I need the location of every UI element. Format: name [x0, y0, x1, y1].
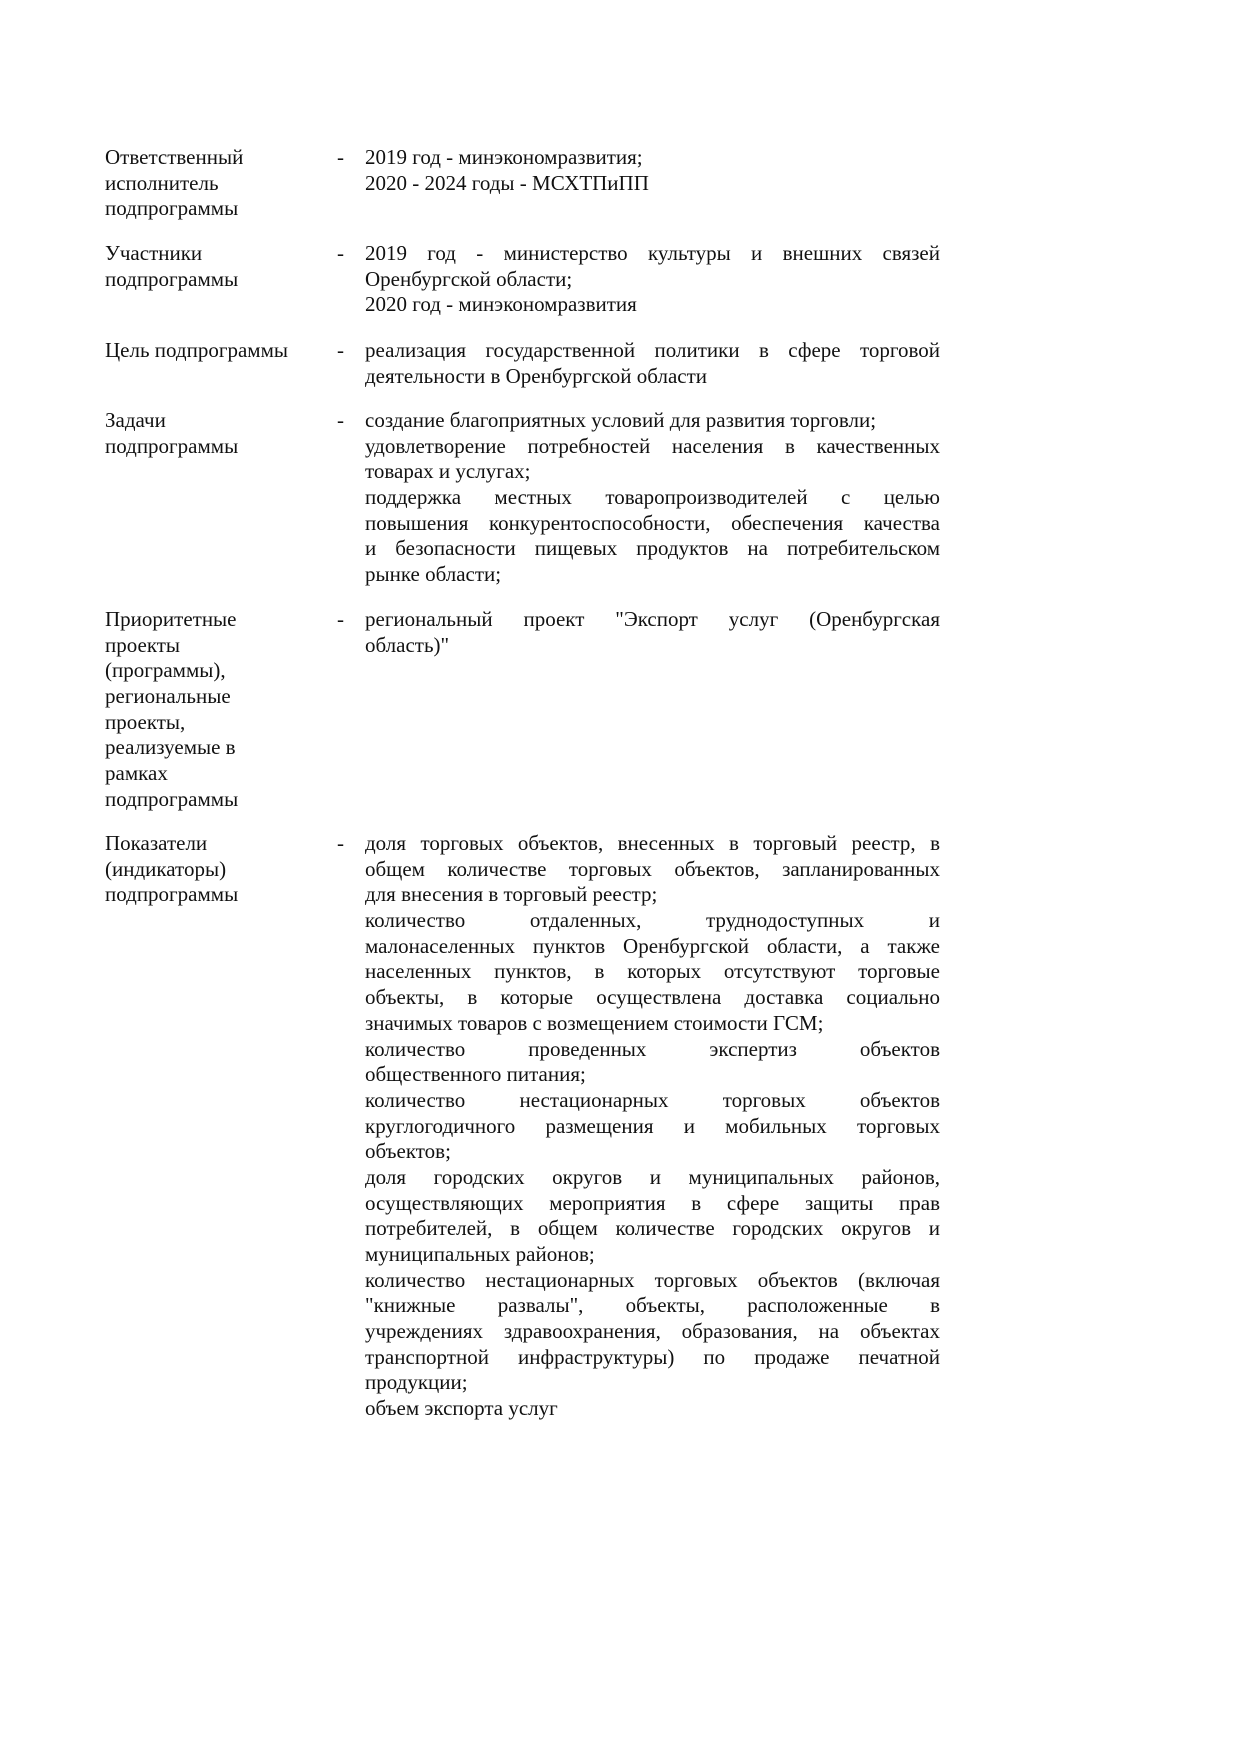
label-line: подпрограммы — [105, 882, 239, 907]
value-line: и безопасности пищевых продуктов на потребительском — [365, 536, 940, 561]
dash-separator: - — [337, 338, 344, 362]
value-line: доля городских округов и муниципальных районов, — [365, 1164, 940, 1189]
value-line: повышения конкурентоспособности, обеспечения качества — [365, 510, 940, 535]
row-value — [365, 241, 940, 318]
label-line: реализуемые в — [105, 735, 236, 760]
label-line: Цель подпрограммы — [105, 338, 288, 362]
label-line: проекты, — [105, 709, 186, 734]
value-line: 2020 - 2024 годы - МСХТПиПП — [365, 170, 649, 195]
row-label — [105, 408, 315, 459]
value-line: количество нестационарных торговых объектов (включая — [365, 1267, 940, 1292]
row-label — [105, 241, 315, 292]
row-label — [105, 831, 315, 908]
label-line: подпрограммы — [105, 266, 239, 291]
value-line: учреждениях здравоохранения, образования, на объектах — [365, 1319, 940, 1344]
label-line: рамках — [105, 761, 168, 786]
label-line: (индикаторы) — [105, 856, 227, 881]
value-line: значимых товаров с возмещением стоимости ГСМ; — [365, 1010, 824, 1035]
label-line: Участники — [105, 241, 203, 265]
value-line: круглогодичного размещения и мобильных торговых — [365, 1113, 940, 1138]
row-value — [365, 145, 940, 196]
value-line: количество отдаленных, труднодоступных и — [365, 908, 940, 933]
value-line: общем количестве торговых объектов, запланированных — [365, 856, 940, 881]
value-line: продукции; — [365, 1370, 468, 1395]
row-value — [365, 831, 940, 1422]
row-value — [365, 607, 940, 658]
value-line: удовлетворение потребностей населения в качественных — [365, 433, 940, 458]
value-line: малонаселенных пунктов Оренбургской области, а также — [365, 933, 940, 958]
row-value — [365, 338, 940, 389]
value-line: количество проведенных экспертиз объектов — [365, 1036, 940, 1061]
value-line: создание благоприятных условий для развития торговли; — [365, 408, 877, 432]
label-line: исполнитель — [105, 170, 219, 195]
value-line: региональный проект "Экспорт услуг (Оренбургская — [365, 607, 940, 631]
value-line: товарах и услугах; — [365, 459, 531, 484]
label-line: Приоритетные — [105, 607, 237, 631]
value-line: Оренбургской области; — [365, 266, 573, 291]
label-line: Задачи — [105, 408, 166, 432]
value-line: населенных пунктов, в которых отсутствуют торговые — [365, 959, 940, 984]
value-line: доля торговых объектов, внесенных в торговый реестр, в — [365, 831, 940, 855]
value-line: для внесения в торговый реестр; — [365, 882, 658, 907]
value-line: реализация государственной политики в сфере торговой — [365, 338, 940, 362]
dash-separator: - — [337, 145, 344, 169]
dash-separator: - — [337, 241, 344, 265]
value-line: осуществляющих мероприятия в сфере защиты прав — [365, 1190, 940, 1215]
dash-separator: - — [337, 408, 344, 432]
value-line: объектов; — [365, 1139, 451, 1164]
row-label — [105, 145, 315, 222]
value-line: рынке области; — [365, 562, 502, 587]
row-label — [105, 338, 315, 364]
value-line: 2020 год - минэкономразвития — [365, 292, 637, 317]
value-line: область)" — [365, 632, 450, 657]
value-line: "книжные развалы", объекты, расположенные в — [365, 1293, 940, 1318]
dash-separator: - — [337, 607, 344, 631]
row-value — [365, 408, 940, 588]
label-line: подпрограммы — [105, 786, 239, 811]
value-line: количество нестационарных торговых объектов — [365, 1087, 940, 1112]
label-line: подпрограммы — [105, 433, 239, 458]
label-line: региональные — [105, 684, 231, 709]
label-line: проекты — [105, 632, 181, 657]
value-line: общественного питания; — [365, 1062, 586, 1087]
value-line: 2019 год - минэкономразвития; — [365, 145, 643, 169]
label-line: Ответственный — [105, 145, 244, 169]
label-line: подпрограммы — [105, 196, 239, 221]
value-line: объем экспорта услуг — [365, 1396, 558, 1421]
value-line: 2019 год - министерство культуры и внешних связей — [365, 241, 940, 265]
value-line: потребителей, в общем количестве городских округов и — [365, 1216, 940, 1241]
value-line: поддержка местных товаропроизводителей с целью — [365, 485, 940, 510]
value-line: деятельности в Оренбургской области — [365, 363, 707, 388]
value-line: объекты, в которые осуществлена доставка социально — [365, 985, 940, 1010]
value-line: транспортной инфраструктуры) по продаже печатной — [365, 1344, 940, 1369]
dash-separator: - — [337, 831, 344, 855]
row-label — [105, 607, 315, 813]
value-line: муниципальных районов; — [365, 1242, 595, 1266]
label-line: Показатели — [105, 831, 208, 855]
label-line: (программы), — [105, 658, 226, 683]
